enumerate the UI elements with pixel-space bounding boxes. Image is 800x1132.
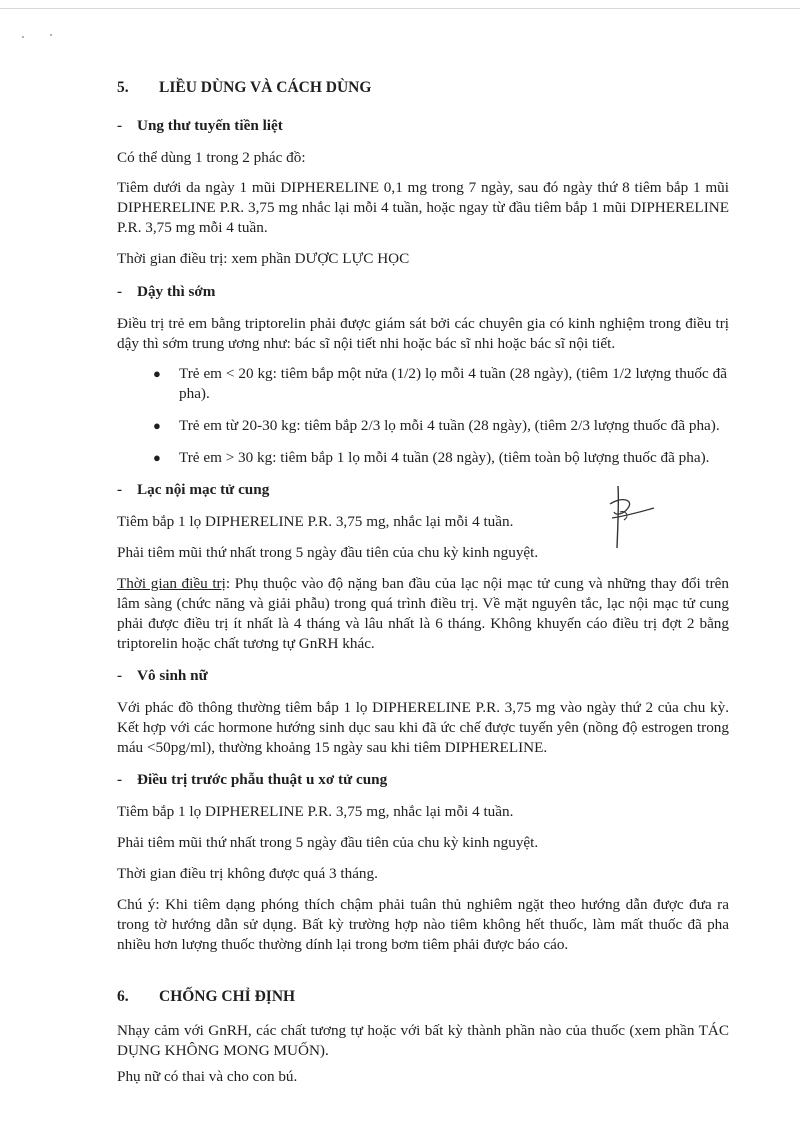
paragraph: Phải tiêm mũi thứ nhất trong 5 ngày đầu tiên của chu kỳ kinh nguyệt. bbox=[117, 834, 539, 851]
subsection-title: Dậy thì sớm bbox=[137, 283, 216, 300]
paragraph: Tiêm bắp 1 lọ DIPHERELINE P.R. 3,75 mg, nhắc lại mỗi 4 tuần. bbox=[117, 803, 514, 820]
bullet-marker: ● bbox=[153, 366, 161, 381]
paragraph: Có thể dùng 1 trong 2 phác đồ: bbox=[117, 149, 306, 166]
list-item-text: Trẻ em từ 20-30 kg: tiêm bắp 2/3 lọ mỗi 4 tuần (28 ngày), (tiêm 2/3 lượng thuốc đã pha). bbox=[179, 417, 720, 434]
subsection-title: Lạc nội mạc tử cung bbox=[137, 481, 270, 498]
paragraph: Với phác đồ thông thường tiêm bắp 1 lọ DIPHERELINE P.R. 3,75 mg vào ngày thứ 2 của chu kỳ. Kết hợp với các hormone hướng sinh dục sau khi đã ức chế được tuyến yên (nồng độ estrogen trong máu <50pg/ml), thường khoảng 15 ngày sau khi tiêm DIPHERELINE. bbox=[117, 699, 729, 756]
paragraph: Chú ý: Khi tiêm dạng phóng thích chậm phải tuân thủ nghiêm ngặt theo hướng dẫn được đưa ra trong tờ hướng dẫn sử dụng. Bất kỳ trường hợp nào tiêm không hết thuốc, làm mất thuốc đã pha nhiều hơn lượng thuốc thường dính lại trong bơm tiêm phải được báo cáo. bbox=[117, 896, 729, 953]
paragraph bbox=[117, 574, 729, 654]
paragraph: Nhạy cảm với GnRH, các chất tương tự hoặc với bất kỳ thành phần nào của thuốc (xem phần TÁC DỤNG KHÔNG MONG MUỐN). bbox=[117, 1022, 729, 1059]
subsection-fibroids-heading bbox=[117, 770, 729, 790]
paragraph: Thời gian điều trị: xem phần DƯỢC LỰC HỌC bbox=[117, 250, 410, 267]
paragraph: Tiêm bắp 1 lọ DIPHERELINE P.R. 3,75 mg, nhắc lại mỗi 4 tuần. bbox=[117, 513, 514, 530]
section-6-heading bbox=[117, 987, 729, 1007]
scan-top-border bbox=[0, 8, 800, 9]
dash-marker: - bbox=[117, 667, 123, 684]
bullet-list bbox=[117, 364, 729, 468]
paragraph: Thời gian điều trị không được quá 3 tháng. bbox=[117, 865, 378, 882]
subsection-puberty-heading bbox=[117, 282, 729, 302]
dash-marker: - bbox=[117, 771, 123, 788]
dash-marker: - bbox=[117, 481, 123, 498]
section-5-heading bbox=[117, 78, 729, 98]
subsection-title: Vô sinh nữ bbox=[137, 667, 208, 684]
bullet-marker: ● bbox=[153, 418, 161, 433]
subsection-prostate-heading bbox=[117, 116, 729, 136]
dash-marker: - bbox=[117, 283, 123, 300]
list-item-text: Trẻ em > 30 kg: tiêm bắp 1 lọ mỗi 4 tuần (28 ngày), (tiêm toàn bộ lượng thuốc đã pha). bbox=[179, 449, 710, 466]
section-title: CHỐNG CHỈ ĐỊNH bbox=[159, 988, 296, 1005]
list-item bbox=[117, 416, 729, 436]
list-item bbox=[117, 364, 729, 404]
section-title: LIỀU DÙNG VÀ CÁCH DÙNG bbox=[159, 79, 372, 96]
bullet-marker: ● bbox=[153, 450, 161, 465]
paragraph: Phải tiêm mũi thứ nhất trong 5 ngày đầu tiên của chu kỳ kinh nguyệt. bbox=[117, 544, 539, 561]
subsection-infertility-heading bbox=[117, 666, 729, 686]
document-page bbox=[117, 72, 729, 1087]
paragraph: Điều trị trẻ em bằng triptorelin phải được giám sát bởi các chuyên gia có kinh nghiệm trong điều trị dậy thì sớm trung ương như: bác sĩ nội tiết nhi hoặc bác sĩ nhi hoặc bác sĩ nội tiết. bbox=[117, 315, 729, 352]
list-item bbox=[117, 448, 729, 468]
subsection-title: Điều trị trước phẫu thuật u xơ tử cung bbox=[137, 771, 388, 788]
underlined-label: Thời gian điều trị bbox=[117, 575, 226, 592]
handwritten-signature bbox=[600, 482, 660, 554]
section-number: 5. bbox=[117, 79, 129, 96]
section-number: 6. bbox=[117, 988, 129, 1005]
paragraph-text: : Phụ thuộc vào độ nặng ban đầu của lạc nội mạc tử cung và những thay đổi trên lâm sàng (chức năng và giải phẫu) trong quá trình điều trị. Về mặt nguyên tắc, lạc nội mạc tử cung phải được điều trị ít nhất là 4 tháng và lâu nhất là 6 tháng. Không khuyến cáo điều trị đợt 2 bằng triptorelin hoặc chất tương tự GnRH khác. bbox=[117, 575, 729, 652]
scan-speck bbox=[22, 36, 24, 38]
paragraph: Tiêm dưới da ngày 1 mũi DIPHERELINE 0,1 mg trong 7 ngày, sau đó ngày thứ 8 tiêm bắp 1 mũi DIPHERELINE P.R. 3,75 mg nhắc lại mỗi 4 tuần, hoặc ngay từ đầu tiêm bắp 1 mũi DIPHERELINE P.R. 3,75 mg mỗi 4 tuần. bbox=[117, 179, 729, 236]
scan-speck bbox=[50, 34, 52, 36]
subsection-title: Ung thư tuyến tiền liệt bbox=[137, 117, 283, 134]
paragraph: Phụ nữ có thai và cho con bú. bbox=[117, 1068, 298, 1085]
dash-marker: - bbox=[117, 117, 123, 134]
list-item-text: Trẻ em < 20 kg: tiêm bắp một nửa (1/2) lọ mỗi 4 tuần (28 ngày), (tiêm 1/2 lượng thuốc đã pha). bbox=[179, 365, 727, 402]
